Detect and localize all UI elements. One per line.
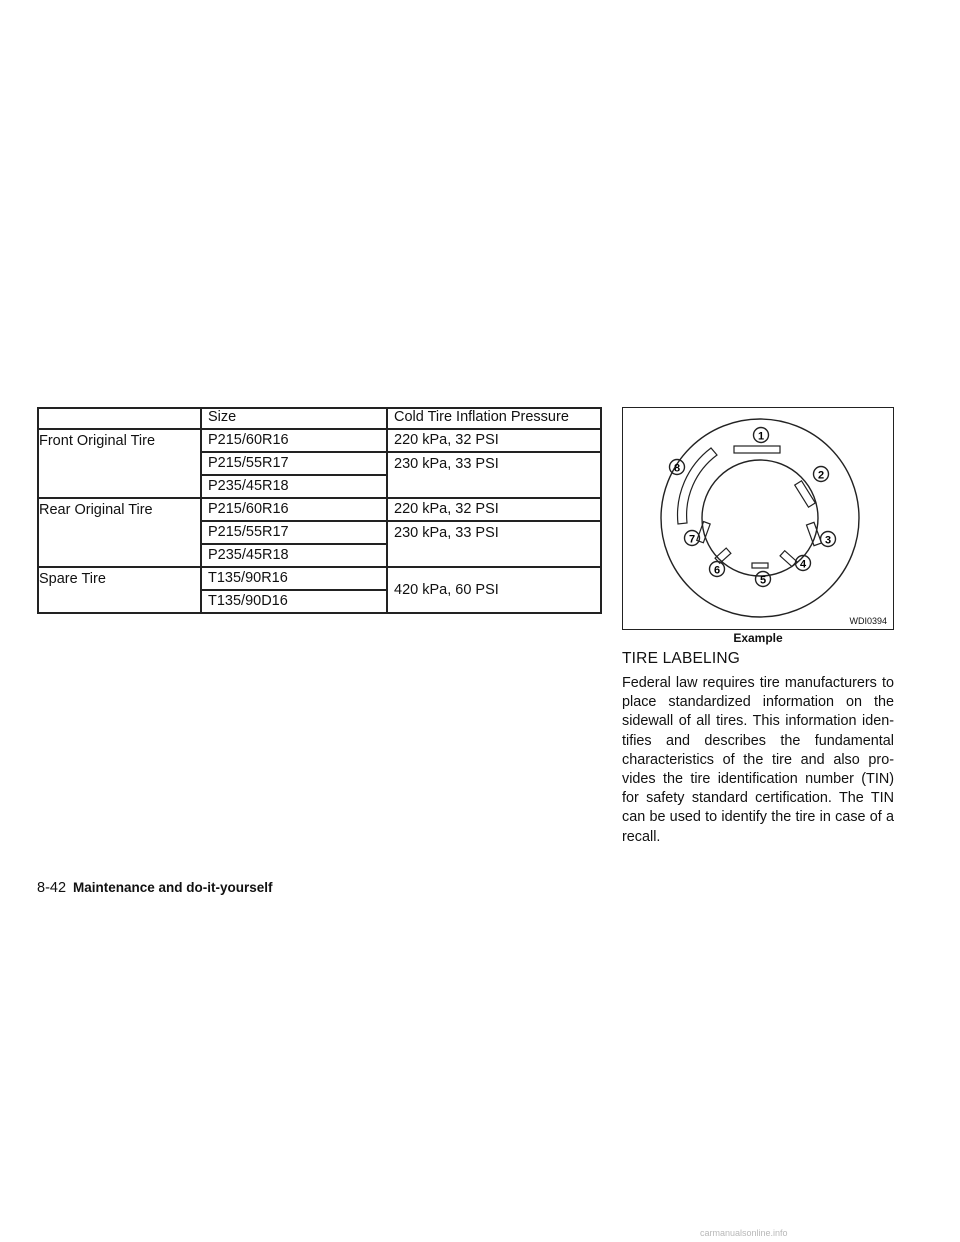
row-size: P215/60R16 xyxy=(201,429,387,452)
tire-sidewall-figure xyxy=(622,407,894,630)
row-size: T135/90D16 xyxy=(201,590,387,613)
row-size: P235/45R18 xyxy=(201,544,387,567)
table-header-pressure: Cold Tire Inflation Pressure xyxy=(387,407,601,429)
label-mark-3 xyxy=(806,522,821,545)
label-mark-5 xyxy=(752,563,768,568)
row-pressure: 230 kPa, 33 PSI xyxy=(387,452,601,498)
row-category: Front Original Tire xyxy=(37,429,201,498)
callout-2 xyxy=(814,467,829,482)
watermark: carmanualsonline.info xyxy=(700,1228,788,1238)
row-size: P215/55R17 xyxy=(201,452,387,475)
section-body: Federal law requires tire manufacturers to place standardized information on the sidewall of all tires. This information iden- tifies and describes the fundamental characteristics of the tire and also pro- vides the tire identification number (TIN) for safety standard certification. The TIN can be used to identify the tire in case of a recall. xyxy=(622,675,894,845)
row-pressure: 220 kPa, 32 PSI xyxy=(387,498,601,521)
svg-text:3: 3 xyxy=(824,534,832,547)
page-footer xyxy=(37,880,273,896)
row-size: P215/55R17 xyxy=(201,521,387,544)
page-number: 8-42 xyxy=(37,880,67,896)
table-row xyxy=(37,429,601,452)
row-pressure: 230 kPa, 33 PSI xyxy=(387,521,601,567)
tire-pressure-table xyxy=(37,407,602,614)
label-mark-1 xyxy=(734,446,780,453)
row-pressure: 220 kPa, 32 PSI xyxy=(387,429,601,452)
svg-text:7: 7 xyxy=(688,533,696,546)
svg-text:2: 2 xyxy=(817,469,825,482)
table-header-row xyxy=(37,407,601,429)
row-pressure: 420 kPa, 60 PSI xyxy=(387,567,601,613)
callout-6 xyxy=(710,562,725,577)
svg-text:8: 8 xyxy=(673,462,681,475)
table-row xyxy=(37,567,601,590)
figure-caption: Example xyxy=(733,631,783,645)
section-heading: TIRE LABELING xyxy=(622,650,741,667)
svg-text:6: 6 xyxy=(713,564,721,577)
svg-text:1: 1 xyxy=(757,430,765,443)
row-size: P215/60R16 xyxy=(201,498,387,521)
tire-sidewall-diagram xyxy=(623,408,893,629)
row-size: P235/45R18 xyxy=(201,475,387,498)
callout-8 xyxy=(670,460,685,475)
svg-text:4: 4 xyxy=(799,558,807,571)
svg-text:5: 5 xyxy=(759,574,767,587)
row-size: T135/90R16 xyxy=(201,567,387,590)
chapter-title: Maintenance and do-it-yourself xyxy=(73,880,273,895)
figure-code: WDI0394 xyxy=(849,616,887,626)
table-row xyxy=(37,498,601,521)
tire-outer-edge xyxy=(661,419,859,617)
callout-1 xyxy=(754,428,769,443)
callout-5 xyxy=(756,572,771,587)
callout-3 xyxy=(821,532,836,547)
row-category: Rear Original Tire xyxy=(37,498,201,567)
row-category: Spare Tire xyxy=(37,567,201,613)
table-header-blank xyxy=(37,407,201,429)
callout-4 xyxy=(796,556,811,571)
label-mark-4 xyxy=(780,551,797,567)
table-header-size: Size xyxy=(201,407,387,429)
